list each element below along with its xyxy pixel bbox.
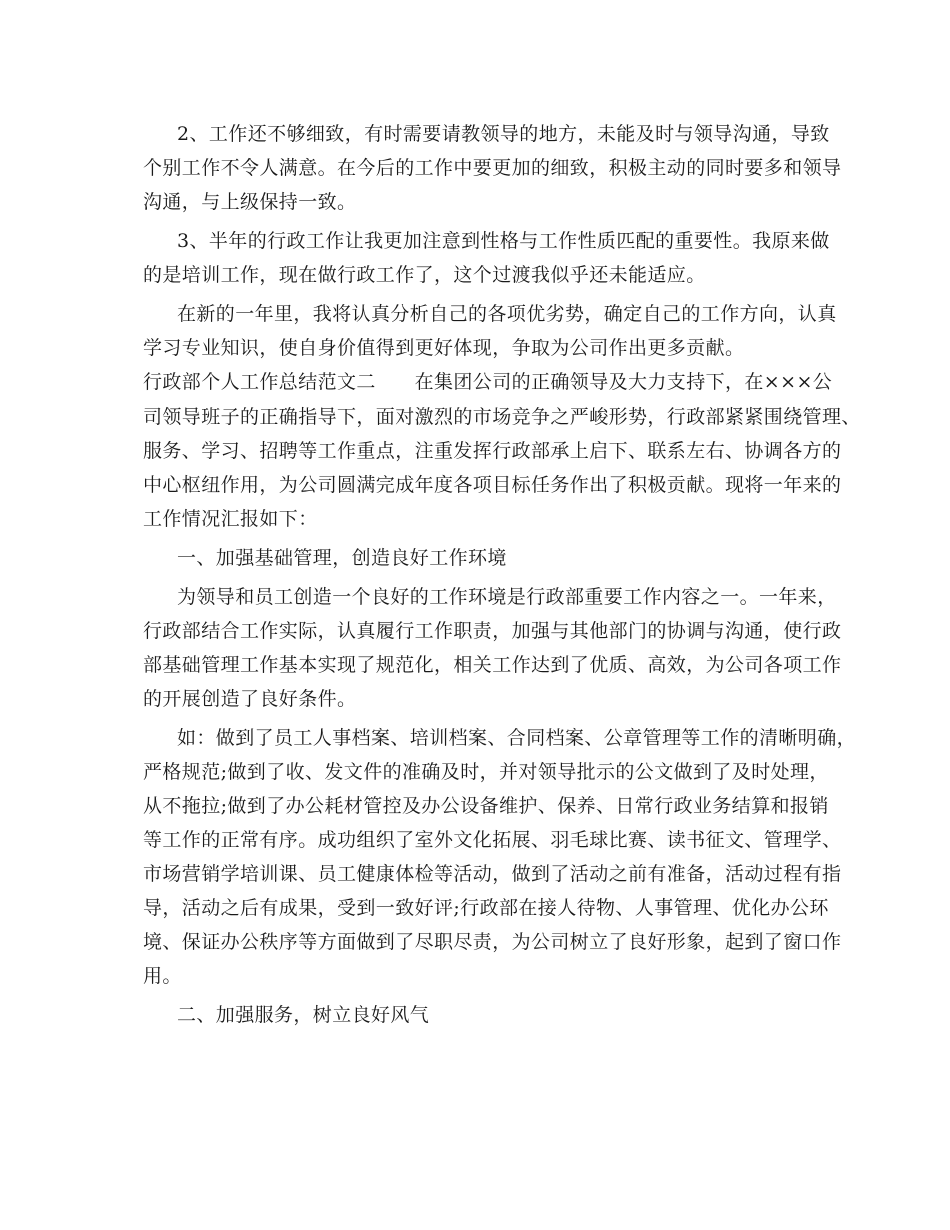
text-line: 境、保证办公秩序等方面做到了尽职尽责，为公司树立了良好形象，起到了窗口作 [143, 931, 842, 953]
text-line: 市场营销学培训课、员工健康体检等活动，做到了活动之前有准备，活动过程有指 [143, 863, 842, 885]
text-line: 司领导班子的正确指导下，面对激烈的市场竞争之严峻形势，行政部紧紧围绕管理、 [143, 406, 861, 428]
text-line: 中心枢纽作用，为公司圆满完成年度各项目标任务作出了积极贡献。现将一年来的 [143, 474, 842, 496]
section-heading: 二、加强服务，树立良好风气 [177, 1004, 430, 1026]
text-line: 工作情况汇报如下： [143, 508, 318, 530]
text-line: 如：做到了员工人事档案、培训档案、合同档案、公章管理等工作的清晰明确， [177, 727, 857, 749]
text-line: 从不拖拉;做到了办公耗材管控及办公设备维护、保养、日常行政业务结算和报销 [143, 795, 829, 817]
text-line: 用。 [143, 965, 182, 987]
text-line: 3、半年的行政工作让我更加注意到性格与工作性质匹配的重要性。我原来做 [177, 230, 830, 252]
text-line: 的是培训工作，现在做行政工作了，这个过渡我似乎还未能适应。 [143, 264, 706, 286]
text-line: 部基础管理工作基本实现了规范化，相关工作达到了优质、高效，为公司各项工作 [143, 654, 842, 676]
text-line: 2、工作还不够细致，有时需要请教领导的地方，未能及时与领导沟通，导致 [177, 123, 830, 145]
text-line: 严格规范;做到了收、发文件的准确及时，并对领导批示的公文做到了及时处理， [143, 761, 829, 783]
text-line: 服务、学习、招聘等工作重点，注重发挥行政部承上启下、联系左右、协调各方的 [143, 440, 842, 462]
text-line: 行政部个人工作总结范文二 在集团公司的正确领导及大力支持下，在×××公 [143, 371, 833, 393]
text-line: 行政部结合工作实际，认真履行工作职责，加强与其他部门的协调与沟通，使行政 [143, 620, 842, 642]
text-line: 为领导和员工创造一个良好的工作环境是行政部重要工作内容之一。一年来， [177, 586, 837, 608]
section-heading: 一、加强基础管理，创造良好工作环境 [177, 547, 507, 569]
text-line: 的开展创造了良好条件。 [143, 688, 357, 710]
text-line: 个别工作不令人满意。在今后的工作中要更加的细致，积极主动的同时要多和领导 [143, 157, 842, 179]
text-line: 等工作的正常有序。成功组织了室外文化拓展、羽毛球比赛、读书征文、管理学、 [143, 829, 842, 851]
text-line: 在新的一年里，我将认真分析自己的各项优劣势，确定自己的工作方向，认真 [177, 303, 837, 325]
text-line: 学习专业知识，使自身价值得到更好体现，争取为公司作出更多贡献。 [143, 337, 745, 359]
text-line: 沟通，与上级保持一致。 [143, 191, 357, 213]
text-line: 导，活动之后有成果，受到一致好评;行政部在接人待物、人事管理、优化办公环 [143, 897, 829, 919]
